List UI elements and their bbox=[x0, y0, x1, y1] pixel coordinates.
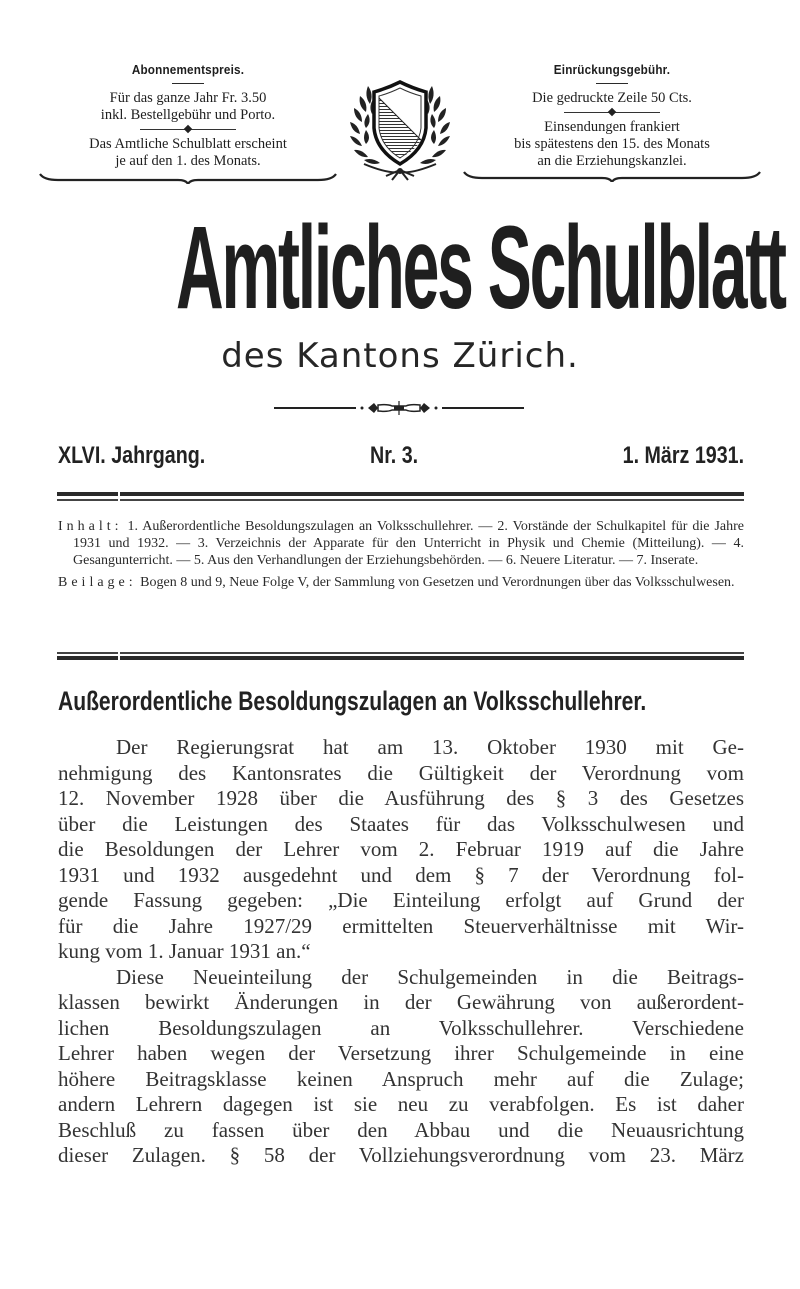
advertising-fee-box bbox=[462, 62, 762, 170]
newspaper-title: Amtliches Schulblatt bbox=[176, 202, 785, 334]
submission-line: Einsendungen frankiert bbox=[544, 119, 680, 135]
text-line: Der Regierungsrat hat am 13. Oktober 1930 mit Ge- bbox=[116, 735, 744, 759]
contents-label: Inhalt: bbox=[58, 519, 123, 534]
supplement-label: Beilage: bbox=[58, 575, 137, 590]
submission-line: bis spätestens den 15. des Monats bbox=[514, 136, 710, 152]
text-line: über die Leistungen des Staates für das Volksschulwesen und bbox=[58, 811, 744, 836]
article-paragraph bbox=[58, 965, 744, 1169]
subscription-heading: Abonnementspreis. bbox=[131, 62, 245, 77]
text-line: 12. November 1928 über die Ausführung des § 3 des Gesetzes bbox=[58, 786, 744, 810]
subscription-price-line: inkl. Bestellgebühr und Porto. bbox=[100, 107, 276, 123]
double-rule-divider bbox=[57, 652, 744, 662]
divider bbox=[172, 83, 204, 84]
text-line: höhere Beitragsklasse keinen Anspruch mehr auf die Zulage; bbox=[58, 1066, 744, 1091]
article-title: Außerordentliche Besoldungszulagen an Volksschullehrer. bbox=[58, 686, 647, 716]
supplement-text: Bogen 8 und 9, Neue Folge V, der Sammlung von Gesetzen und Verordnungen über das Volksschulwesen. bbox=[140, 575, 735, 590]
contents-text: 1. Außerordentliche Besoldungszulagen an Volksschullehrer. — 2. Vorstände der Schulkapitel für die Jahre 1931 und 1932. — 3. Verzeichnis der Apparate für den Unterricht in Physik und Chemie (Mitteilung). — 4. Gesangunterricht. — 5. Aus den Verhandlungen der Erziehungsbehörden. — 6. Neuere Literatur. — 7. Inserate. bbox=[73, 519, 745, 568]
advertising-fee-heading: Einrückungsgebühr. bbox=[553, 62, 671, 77]
issue-info-bar bbox=[58, 442, 744, 478]
ornament-divider-icon bbox=[140, 126, 236, 134]
article-body bbox=[58, 735, 744, 1169]
text-line: 1931 und 1932 ausgedehnt und dem § 7 der Verordnung fol- bbox=[58, 862, 744, 887]
text-line: klassen bewirkt Änderungen in der Gewährung von außerordent- bbox=[58, 990, 744, 1014]
issue-date: 1. März 1931. bbox=[622, 442, 744, 469]
text-line: nehmigung des Kantonsrates die Gültigkeit der Verordnung vom bbox=[58, 760, 744, 785]
brace-rule-icon bbox=[462, 170, 762, 182]
publication-schedule-line: Das Amtliche Schulblatt erscheint bbox=[89, 136, 287, 152]
submission-line: an die Erziehungskanzlei. bbox=[537, 153, 687, 169]
text-line: Lehrer haben wegen der Versetzung ihrer Schulgemeinde in eine bbox=[58, 1041, 744, 1065]
double-rule-divider bbox=[57, 492, 744, 502]
supplement-entry bbox=[58, 574, 744, 591]
issue-number: Nr. 3. bbox=[370, 442, 419, 469]
volume-label: XLVI. Jahrgang. bbox=[58, 442, 206, 469]
coat-of-arms-icon bbox=[338, 78, 462, 182]
divider bbox=[596, 83, 628, 84]
subscription-price-line: Für das ganze Jahr Fr. 3.50 bbox=[109, 90, 267, 106]
ornament-divider-icon bbox=[564, 109, 660, 117]
newspaper-subtitle: des Kantons Zürich. bbox=[221, 336, 579, 376]
text-line: dieser Zulagen. § 58 der Vollziehungsverordnung vom 23. März bbox=[58, 1143, 744, 1167]
text-line: lichen Besoldungszulagen an Volksschullehrer. Verschiedene bbox=[58, 1015, 744, 1040]
brace-rule-icon bbox=[38, 172, 338, 184]
advertising-price-line: Die gedruckte Zeile 50 Cts. bbox=[532, 90, 692, 106]
text-line: andern Lehrern dagegen ist sie neu zu verabfolgen. Es ist daher bbox=[58, 1092, 744, 1116]
ornament-divider-icon bbox=[274, 400, 524, 416]
table-of-contents bbox=[58, 518, 744, 596]
text-line: für die Jahre 1927/29 ermittelten Steuerverhältnisse mit Wir- bbox=[58, 913, 744, 938]
publication-schedule-line: je auf den 1. des Monats. bbox=[115, 153, 261, 169]
contents-entry bbox=[58, 518, 744, 569]
text-line: Beschluß zu fassen über den Abbau und die Neuausrichtung bbox=[58, 1117, 744, 1142]
subscription-price-box bbox=[38, 62, 338, 170]
text-line: die Besoldungen der Lehrer vom 2. Februar 1919 auf die Jahre bbox=[58, 837, 744, 861]
text-line: Diese Neueinteilung der Schulgemeinden in die Beitrags- bbox=[116, 964, 744, 989]
article-paragraph bbox=[58, 735, 744, 965]
text-line: gende Fassung gegeben: „Die Einteilung erfolgt auf Grund der bbox=[58, 888, 744, 912]
text-line: kung vom 1. Januar 1931 an.“ bbox=[58, 939, 311, 963]
